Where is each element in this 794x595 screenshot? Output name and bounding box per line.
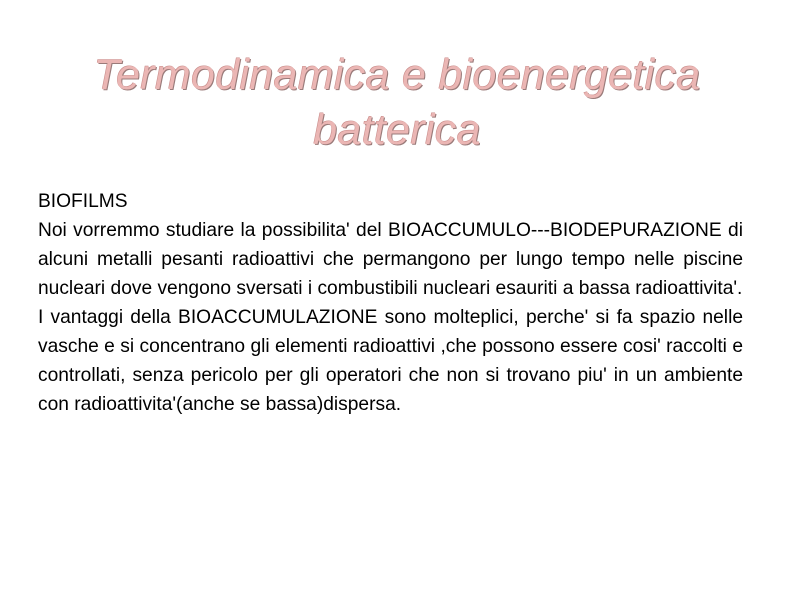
body-heading: BIOFILMS — [38, 191, 128, 212]
slide-body — [38, 187, 743, 419]
body-paragraph-2: I vantaggi della BIOACCUMULAZIONE sono molteplici, perche' si fa spazio nelle vasche e si concentrano gli elementi radioattivi ,che possono essere cosi' raccolti e controllati, senza pericolo per gli operatori che non si trovano piu' in un ambiente con radioattivita'(anche se bassa)dispersa. — [38, 307, 743, 415]
body-paragraph-1: Noi vorremmo studiare la possibilita' del BIOACCUMULO---BIODEPURAZIONE di alcuni metalli pesanti radioattivi che permangono per lungo tempo nelle piscine nucleari dove vengono sversati i combustibili nucleari esauriti a bassa radioattivita'. — [38, 220, 743, 299]
slide-title — [0, 48, 794, 158]
slide-title-line-2: batterica — [313, 106, 481, 154]
slide-title-line-1: Termodinamica e bioenergetica — [93, 51, 701, 99]
